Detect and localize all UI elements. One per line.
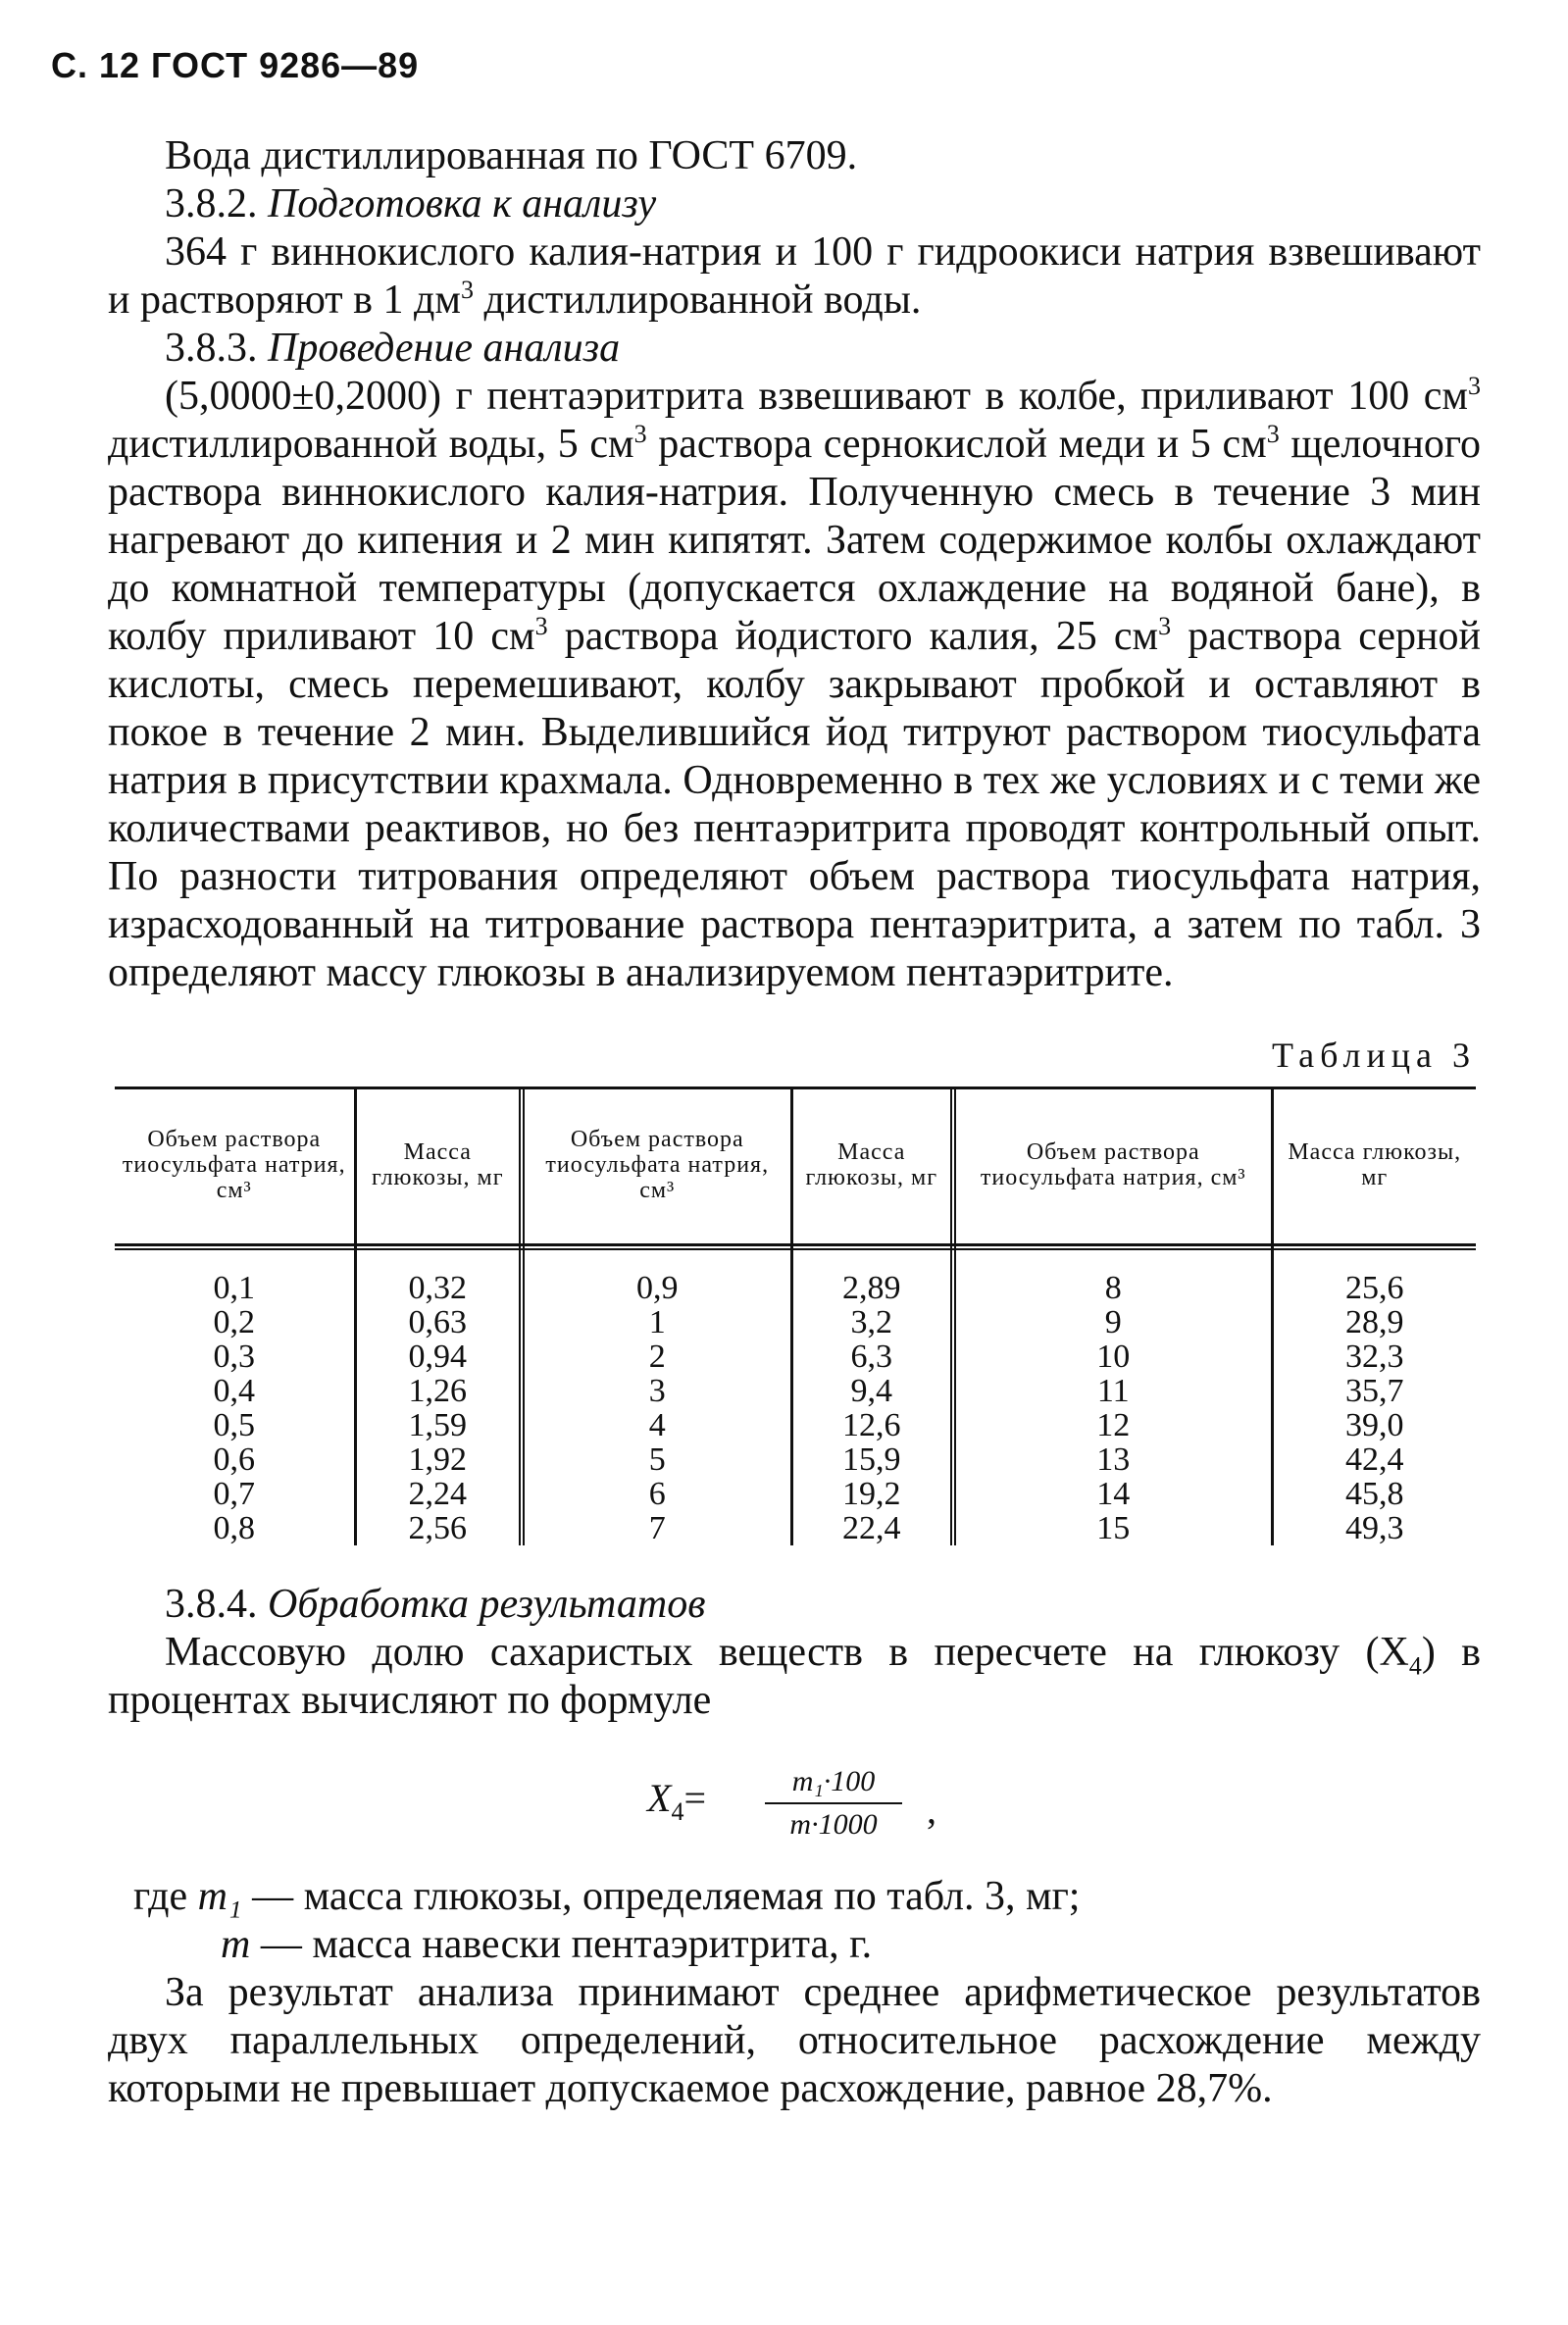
table-cell: 32,3 bbox=[1272, 1339, 1476, 1374]
table-cell: 12 bbox=[953, 1408, 1272, 1442]
table-cell: 1,26 bbox=[355, 1374, 522, 1408]
definition-m: m — масса навески пентаэритрита, г. bbox=[221, 1922, 873, 1967]
paragraph-preparation: 364 г виннокислого калия-натрия и 100 г гидроокиси натрия взвешивают и растворяют в 1 $дм^3$ дистиллированной воды. bbox=[108, 229, 1481, 323]
table-row bbox=[115, 1408, 1476, 1442]
header-mass-3: Масса глюкозы, мг bbox=[1272, 1087, 1476, 1243]
header-volume-3: Объем раствора тиосульфата натрия, см³ bbox=[953, 1087, 1272, 1243]
table-header-rule bbox=[115, 1243, 1476, 1250]
header-volume-1: Объем раствора тиосульфата натрия, см³ bbox=[122, 1127, 346, 1203]
paragraph-water: Вода дистиллированная по ГОСТ 6709. bbox=[165, 133, 858, 178]
table-cell: 0,2 bbox=[213, 1304, 255, 1340]
table-row bbox=[115, 1511, 1476, 1545]
definitions-block bbox=[108, 1873, 1481, 2113]
table-cell: 0,7 bbox=[213, 1476, 255, 1512]
table-cell: 28,9 bbox=[1272, 1305, 1476, 1339]
table-cell: 6,3 bbox=[791, 1339, 953, 1374]
table-cell: 19,2 bbox=[791, 1477, 953, 1511]
table-caption: Таблица 3 bbox=[1272, 1036, 1476, 1075]
table-cell: 15,9 bbox=[791, 1442, 953, 1477]
table-cell: 1,92 bbox=[355, 1442, 522, 1477]
section-heading-3-8-4: 3.8.4. Обработка результатов bbox=[165, 1582, 706, 1627]
table-cell: 8 bbox=[953, 1243, 1272, 1305]
table-cell: 13 bbox=[953, 1442, 1272, 1477]
table-cell: 5 bbox=[522, 1442, 791, 1477]
table-cell: 0,8 bbox=[213, 1510, 255, 1546]
table-cell: 22,4 bbox=[791, 1511, 953, 1545]
table-cell: 14 bbox=[953, 1477, 1272, 1511]
section-heading-3-8-2: 3.8.2. Подготовка к анализу bbox=[165, 181, 657, 227]
table-cell: 12,6 bbox=[791, 1408, 953, 1442]
table-cell: 25,6 bbox=[1272, 1243, 1476, 1305]
table-cell: 1 bbox=[522, 1305, 791, 1339]
table-cell: 0,63 bbox=[355, 1305, 522, 1339]
formula-numerator: m₁·100 bbox=[791, 1765, 876, 1797]
formula-denominator: m·1000 bbox=[789, 1808, 878, 1841]
table-cell: 42,4 bbox=[1272, 1442, 1476, 1477]
table-cell: 0,1 bbox=[213, 1270, 255, 1306]
table-row bbox=[115, 1374, 1476, 1408]
table-cell: 9,4 bbox=[791, 1374, 953, 1408]
table-cell: 6 bbox=[522, 1477, 791, 1511]
table-cell: 45,8 bbox=[1272, 1477, 1476, 1511]
table-cell: 3 bbox=[522, 1374, 791, 1408]
table-body bbox=[115, 1243, 1476, 1545]
table-row bbox=[115, 1442, 1476, 1477]
formula-lhs: $X_4=$ bbox=[647, 1776, 706, 1826]
table-cell: 2,89 bbox=[791, 1243, 953, 1305]
header-volume-2: Объем раствора тиосульфата натрия, см³ bbox=[522, 1087, 791, 1243]
header-mass-1: Масса глюкозы, мг bbox=[355, 1087, 522, 1243]
table-cell: 0,6 bbox=[213, 1441, 255, 1478]
table-row bbox=[115, 1305, 1476, 1339]
table-cell: 11 bbox=[953, 1374, 1272, 1408]
table-cell: 0,9 bbox=[522, 1243, 791, 1305]
table-cell: 2,24 bbox=[355, 1477, 522, 1511]
table-row bbox=[115, 1477, 1476, 1511]
paragraph-procedure: (5,0000±0,2000) г пентаэритрита взвешивают в колбе, приливают 100 $см^3$ дистиллированной воды, 5 $см^3$ раствора сернокислой меди и 5 $см^3$ щелочного раствора виннокислого калия-натрия. Полученную смесь в течение 3 мин нагревают до кипения и 2 мин кипятят. Затем содержимое колбы охлаждают до комнатной температуры (допускается охлаждение на водяной бане), в колбу приливают 10 $см^3$ раствора йодистого калия, 25 $см^3$ раствора серной кислоты, смесь перемешивают, колбу закрывают пробкой и оставляют в покое в течение 2 мин. Выделившийся йод титруют раствором тиосульфата натрия в присутствии крахмала. Одновременно в тех же условиях и с теми же количествами реактивов, но без пентаэритрита проводят контрольный опыт. По разности титрования определяют объем раствора тиосульфата натрия, израсходованный на титрование раствора пентаэритрита, а затем по табл. 3 определяют массу глюкозы в анализируемом пентаэритрите. bbox=[108, 372, 1482, 995]
table-cell: 9 bbox=[953, 1305, 1272, 1339]
top-text-block bbox=[108, 132, 1481, 997]
formula-comma: , bbox=[927, 1788, 936, 1832]
table-cell: 3,2 bbox=[791, 1305, 953, 1339]
table-top-rule bbox=[115, 1087, 1476, 1089]
paragraph-result: За результат анализа принимают среднее арифметическое результатов двух параллельных определений, относительное расхождение между которыми не превышает допускаемое расхождение, равное 28,7%. bbox=[108, 1970, 1481, 2111]
table-cell: 0,4 bbox=[213, 1373, 255, 1409]
table-row bbox=[115, 1243, 1476, 1305]
table-cell: 10 bbox=[953, 1339, 1272, 1374]
table-cell: 4 bbox=[522, 1408, 791, 1442]
fraction-bar bbox=[765, 1802, 902, 1804]
table-cell: 15 bbox=[953, 1511, 1272, 1545]
table-cell: 1,59 bbox=[355, 1408, 522, 1442]
table-row bbox=[115, 1339, 1476, 1374]
glucose-table bbox=[115, 1087, 1476, 1545]
table-cell: 2 bbox=[522, 1339, 791, 1374]
table-cell: 7 bbox=[522, 1511, 791, 1545]
table-cell: 0,5 bbox=[213, 1407, 255, 1443]
bottom-text-block bbox=[108, 1581, 1481, 1725]
header-mass-2: Масса глюкозы, мг bbox=[791, 1087, 953, 1243]
table-cell: 39,0 bbox=[1272, 1408, 1476, 1442]
formula-fraction bbox=[765, 1765, 902, 1842]
section-heading-3-8-3: 3.8.3. Проведение анализа bbox=[165, 326, 621, 371]
table-cell: 0,32 bbox=[355, 1243, 522, 1305]
definition-m1: где m₁ — масса глюкозы, определяемая по табл. 3, мг; bbox=[133, 1874, 1081, 1919]
table-cell: 2,56 bbox=[355, 1511, 522, 1545]
table-cell: 49,3 bbox=[1272, 1511, 1476, 1545]
paragraph-calculation: Массовую долю сахаристых веществ в пересчете на глюкозу $(X_4)$ в процентах вычисляют по формуле bbox=[108, 1630, 1481, 1723]
table-cell: 0,3 bbox=[213, 1339, 255, 1375]
table-header-row bbox=[115, 1087, 1476, 1243]
table-cell: 35,7 bbox=[1272, 1374, 1476, 1408]
table-cell: 0,94 bbox=[355, 1339, 522, 1374]
page-header: С. 12 ГОСТ 9286—89 bbox=[51, 45, 420, 85]
